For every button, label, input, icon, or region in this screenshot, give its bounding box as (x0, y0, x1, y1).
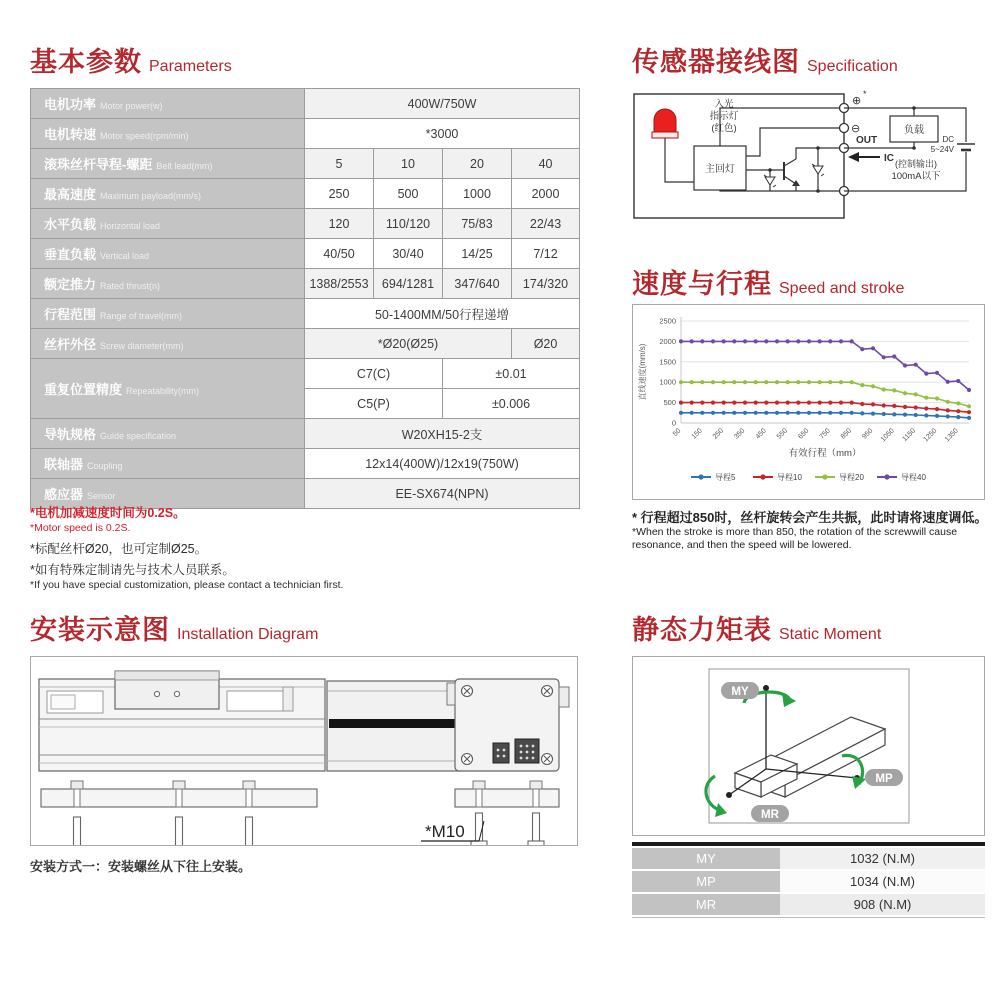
data-point (711, 401, 715, 405)
row-cell: 500 (374, 179, 443, 209)
data-point (850, 339, 854, 343)
row-label: 电机转速 Motor speed(rpm/min) (31, 119, 305, 149)
moment-title-zh: 静态力矩表 (632, 615, 772, 645)
legend-marker (760, 474, 765, 479)
resonance-note-zh: * 行程超过850时，丝杆旋转会产生共振，此时请将速度调低。 (632, 510, 988, 525)
data-point (882, 412, 886, 416)
data-point (775, 411, 779, 415)
data-point (924, 413, 928, 417)
data-point (903, 405, 907, 409)
data-point (839, 339, 843, 343)
table-row (31, 179, 580, 209)
data-point (732, 339, 736, 343)
table-row (632, 871, 985, 892)
data-point (679, 380, 683, 384)
row-value: 50-1400MM/50行程递增 (305, 299, 580, 329)
motor-end-plate (447, 679, 569, 771)
row-value: W20XH15-2支 (305, 419, 580, 449)
data-point (743, 401, 747, 405)
data-point (946, 380, 950, 384)
row-cell: 694/1281 (374, 269, 443, 299)
minus-terminal-symbol: ⊖ (851, 123, 861, 135)
row-label: 丝杆外径 Screw diameter(mm) (31, 329, 305, 359)
data-point (924, 396, 928, 400)
data-point (775, 401, 779, 405)
data-point (732, 380, 736, 384)
data-point (786, 339, 790, 343)
y-tick-label: 2000 (659, 336, 676, 346)
row-cell: 10 (374, 149, 443, 179)
y-tick-label: 1500 (659, 357, 676, 367)
row-cell: C5(P) (305, 389, 443, 419)
mp-label: MP (875, 773, 893, 785)
table-row (31, 329, 580, 359)
legend-marker (884, 474, 889, 479)
data-point (860, 411, 864, 415)
data-point (743, 411, 747, 415)
row-cell: 22/43 (512, 209, 580, 239)
m10-label: *M10 (425, 822, 465, 841)
data-point (775, 380, 779, 384)
data-point (786, 380, 790, 384)
table-row (31, 89, 580, 119)
data-point (711, 339, 715, 343)
data-point (946, 408, 950, 412)
data-point (839, 411, 843, 415)
my-label: MY (731, 686, 749, 698)
wiring-title-zh: 传感器接线图 (632, 47, 800, 77)
data-point (882, 387, 886, 391)
parameters-table (30, 88, 580, 509)
speed-title-en: Speed and stroke (779, 280, 905, 297)
row-cell: 347/640 (443, 269, 512, 299)
installation-diagram (31, 657, 577, 845)
moment-key: MY (632, 848, 780, 869)
table-row (31, 479, 580, 509)
note-custom-en: *If you have special customization, please contact a technician first. (30, 579, 344, 591)
data-point (818, 401, 822, 405)
moment-value: 1032 (N.M) (780, 848, 985, 869)
speed-stroke-chart-frame (632, 304, 985, 500)
legend-label: 导程20 (839, 473, 864, 482)
data-point (914, 405, 918, 409)
data-point (754, 411, 758, 415)
data-point (786, 411, 790, 415)
data-point (818, 411, 822, 415)
data-point (828, 380, 832, 384)
table-top-bar (632, 842, 985, 846)
row-label: 行程范围 Range of travel(mm) (31, 299, 305, 329)
row-label: 联轴器 Coupling (31, 449, 305, 479)
row-value: *3000 (305, 119, 580, 149)
table-bottom-line (632, 917, 985, 918)
data-point (860, 402, 864, 406)
ic-arrow-icon (848, 152, 880, 162)
data-point (839, 380, 843, 384)
note-custom-zh: *如有特殊定制请先与技术人员联系。 (30, 563, 235, 577)
data-point (690, 411, 694, 415)
x-tick-label: 1150 (901, 427, 918, 444)
connector-small (493, 743, 509, 763)
moment-value: 1034 (N.M) (780, 871, 985, 892)
sensor-wiring-diagram (632, 86, 988, 226)
row-cell: 120 (305, 209, 374, 239)
y-tick-label: 2500 (659, 316, 676, 326)
data-point (967, 410, 971, 414)
data-point (807, 401, 811, 405)
mr-axis-dot (726, 792, 732, 798)
row-value: 12x14(400W)/12x19(750W) (305, 449, 580, 479)
data-point (946, 400, 950, 404)
row-cell: ±0.01 (443, 359, 580, 389)
data-point (732, 401, 736, 405)
table-row (31, 359, 580, 389)
data-point (764, 339, 768, 343)
data-point (690, 339, 694, 343)
row-cell: 7/12 (512, 239, 580, 269)
parameters-title-zh: 基本参数 (30, 47, 142, 77)
row-label: 滚珠丝杆导程-螺距 Belt lead(mm) (31, 149, 305, 179)
data-point (807, 380, 811, 384)
out-label: OUT (856, 135, 878, 146)
moment-value: 908 (N.M) (780, 894, 985, 915)
data-point (700, 339, 704, 343)
note-screw: *标配丝杆Ø20，也可定制Ø25。 (30, 542, 208, 556)
data-point (722, 411, 726, 415)
led-label-line2: 指示灯 (709, 111, 739, 122)
data-point (700, 380, 704, 384)
legend-label: 导程40 (901, 473, 926, 482)
legend-marker (822, 474, 827, 479)
main-circuit-label: 主回灯 (705, 164, 735, 175)
data-point (914, 413, 918, 417)
mr-label: MR (761, 809, 779, 821)
install-title-zh: 安装示意图 (30, 615, 170, 645)
data-point (860, 347, 864, 351)
data-point (679, 401, 683, 405)
y-axis-label: 直线速度(mm/s) (638, 343, 647, 401)
table-row (31, 149, 580, 179)
data-point (807, 339, 811, 343)
note-motor-accel-en: *Motor speed is 0.2S. (30, 522, 131, 534)
data-point (828, 411, 832, 415)
data-point (700, 401, 704, 405)
data-point (690, 380, 694, 384)
data-point (839, 401, 843, 405)
data-point (850, 401, 854, 405)
x-tick-label: 1050 (879, 427, 896, 444)
row-label: 电机功率 Motor power(w) (31, 89, 305, 119)
data-point (796, 339, 800, 343)
load-label: 负载 (904, 125, 924, 136)
speed-title-zh: 速度与行程 (632, 269, 772, 299)
row-label: 最高速度 Maximum payload(mm/s) (31, 179, 305, 209)
row-cell: 14/25 (443, 239, 512, 269)
data-point (828, 401, 832, 405)
led-indicator-icon (652, 109, 694, 182)
row-value: *Ø20(Ø25) (305, 329, 512, 359)
parameters-title-en: Parameters (149, 58, 232, 75)
parameters-notes (30, 506, 570, 593)
row-value: EE-SX674(NPN) (305, 479, 580, 509)
row-label: 额定推力 Rated thrust(n) (31, 269, 305, 299)
row-cell: 5 (305, 149, 374, 179)
table-row (632, 894, 985, 915)
data-point (871, 384, 875, 388)
table-row (31, 119, 580, 149)
data-point (892, 404, 896, 408)
x-tick-label: 550 (775, 427, 790, 441)
data-point (967, 404, 971, 408)
resonance-note-en2: resonance, and then the speed will be lowered. (632, 539, 852, 551)
data-point (956, 415, 960, 419)
data-point (946, 414, 950, 418)
data-point (924, 406, 928, 410)
x-tick-label: 50 (671, 427, 683, 438)
data-point (732, 411, 736, 415)
chart-notes (632, 507, 988, 552)
my-axis-dot (763, 685, 769, 691)
data-point (679, 411, 683, 415)
row-cell: C7(C) (305, 359, 443, 389)
data-point (764, 401, 768, 405)
row-cell: 30/40 (374, 239, 443, 269)
moment-key: MR (632, 894, 780, 915)
data-point (956, 401, 960, 405)
wiring-title-en: Specification (807, 58, 898, 75)
y-tick-label: 1000 (659, 377, 676, 387)
data-point (935, 371, 939, 375)
data-point (700, 411, 704, 415)
x-tick-label: 1250 (922, 427, 939, 444)
data-point (871, 412, 875, 416)
mounting-bolts (69, 813, 544, 845)
data-point (914, 363, 918, 367)
row-cell: 174/320 (512, 269, 580, 299)
table-row (31, 239, 580, 269)
dc-label: DC (942, 135, 954, 144)
speed-section-title (632, 262, 904, 301)
y-tick-label: 0 (671, 418, 676, 428)
data-point (818, 339, 822, 343)
data-point (711, 380, 715, 384)
data-point (807, 411, 811, 415)
legend-marker (698, 474, 703, 479)
row-cell: 250 (305, 179, 374, 209)
control-output-label: (控制输出) (895, 159, 937, 169)
data-point (956, 379, 960, 383)
y-tick-label: 500 (663, 398, 676, 408)
parameters-section-title (30, 40, 232, 79)
led-label-line1: 入光 (714, 99, 734, 110)
moment-key: MP (632, 871, 780, 892)
static-moment-diagram (633, 657, 984, 835)
data-point (796, 380, 800, 384)
row-value: 400W/750W (305, 89, 580, 119)
data-point (775, 339, 779, 343)
data-point (722, 339, 726, 343)
row-label: 感应器 Sensor (31, 479, 305, 509)
row-label: 导轨规格 Guide specification (31, 419, 305, 449)
row-label: 水平负载 Horizontal load (31, 209, 305, 239)
row-cell: 110/120 (374, 209, 443, 239)
data-point (722, 380, 726, 384)
install-section-title (30, 608, 318, 647)
row-cell: 1388/2553 (305, 269, 374, 299)
plus-terminal-star: * (863, 89, 867, 99)
slider-block (115, 671, 219, 709)
data-point (935, 396, 939, 400)
ic-label: IC (884, 153, 894, 164)
x-tick-label: 350 (733, 427, 747, 441)
data-point (892, 354, 896, 358)
static-moment-frame (632, 656, 985, 836)
data-point (850, 380, 854, 384)
x-tick-label: 950 (861, 427, 875, 441)
data-point (882, 355, 886, 359)
table-row (31, 269, 580, 299)
data-point (935, 414, 939, 418)
row-cell: ±0.006 (443, 389, 580, 419)
speed-stroke-chart (633, 305, 984, 499)
moment-title-en: Static Moment (779, 626, 882, 643)
data-point (935, 407, 939, 411)
table-row (31, 299, 580, 329)
data-point (924, 372, 928, 376)
data-point (743, 380, 747, 384)
data-point (764, 411, 768, 415)
row-label: 重复位置精度 Repeatability(mm) (31, 359, 305, 419)
row-cell: 40/50 (305, 239, 374, 269)
data-point (871, 346, 875, 350)
data-point (690, 401, 694, 405)
junction-dot (912, 146, 916, 150)
row-cell: 2000 (512, 179, 580, 209)
current-limit-label: 100mA以下 (891, 171, 941, 182)
led-label-line3: (红色) (711, 123, 737, 134)
install-title-en: Installation Diagram (177, 626, 319, 643)
data-point (967, 388, 971, 392)
row-cell: 1000 (443, 179, 512, 209)
row-label: 垂直负载 Vertical load (31, 239, 305, 269)
data-point (722, 401, 726, 405)
row-cell: 40 (512, 149, 580, 179)
data-point (882, 403, 886, 407)
legend-label: 导程10 (777, 473, 802, 482)
table-row (31, 209, 580, 239)
wiring-section-title (632, 40, 898, 79)
row-cell: Ø20 (512, 329, 580, 359)
data-point (754, 339, 758, 343)
data-point (903, 363, 907, 367)
data-point (860, 383, 864, 387)
data-point (892, 412, 896, 416)
data-point (892, 388, 896, 392)
row-cell: 20 (443, 149, 512, 179)
note-motor-accel-zh: *电机加减速度时间为0.2S。 (30, 506, 186, 520)
row-cell: 75/83 (443, 209, 512, 239)
data-point (786, 401, 790, 405)
data-point (796, 401, 800, 405)
x-tick-label: 1350 (943, 427, 960, 444)
dc-voltage-label: 5~24V (930, 145, 954, 154)
static-moment-table (632, 842, 985, 918)
data-point (754, 401, 758, 405)
data-point (764, 380, 768, 384)
installation-diagram-frame (30, 656, 578, 846)
x-tick-label: 450 (754, 427, 768, 441)
table-row (632, 848, 985, 869)
data-point (871, 402, 875, 406)
install-caption: 安装方式一：安装螺丝从下往上安装。 (30, 859, 252, 874)
legend-label: 导程5 (715, 473, 736, 482)
x-tick-label: 250 (711, 427, 726, 441)
data-point (711, 411, 715, 415)
resonance-note-en1: *When the stroke is more than 850, the rotation of the screwwill cause (632, 526, 958, 538)
data-point (754, 380, 758, 384)
x-tick-label: 650 (797, 427, 811, 441)
x-tick-label: 850 (839, 427, 854, 441)
x-axis-label: 有效行程（mm） (788, 448, 862, 459)
plus-terminal-symbol: ⊕ (852, 95, 862, 107)
battery-icon (957, 144, 975, 150)
data-point (796, 411, 800, 415)
data-point (818, 380, 822, 384)
junction-dot (912, 106, 916, 110)
data-point (850, 411, 854, 415)
x-tick-label: 150 (690, 427, 704, 441)
data-point (903, 413, 907, 417)
data-point (956, 409, 960, 413)
data-point (743, 339, 747, 343)
data-point (828, 339, 832, 343)
data-point (903, 391, 907, 395)
table-row (31, 419, 580, 449)
data-point (914, 392, 918, 396)
x-tick-label: 750 (818, 427, 832, 441)
table-row (31, 449, 580, 479)
data-point (967, 416, 971, 420)
moment-section-title (632, 608, 881, 647)
data-point (679, 339, 683, 343)
